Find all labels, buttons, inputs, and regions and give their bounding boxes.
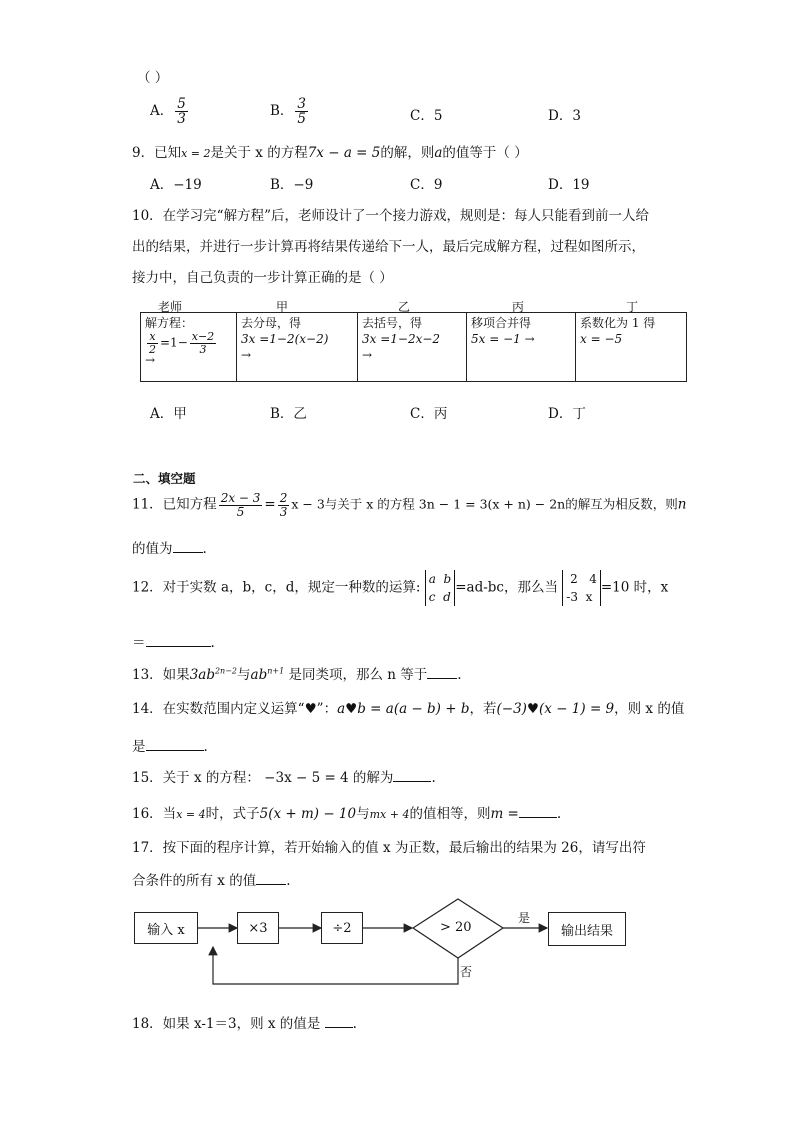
- flow-multiply-box: ×3: [237, 912, 279, 944]
- q8-option-a: A． $\frac{5}{3}$: [150, 96, 186, 128]
- q9-option-d: D．19: [548, 177, 590, 193]
- q16-stem: 16．当x = 4时，式子5(x + m) − 10与mx + 4的值相等，则m = .: [132, 806, 562, 822]
- relay-header-teacher: 老师: [158, 300, 183, 314]
- q12-line2: ＝ .: [132, 635, 215, 651]
- q10-line1: 10．在学习完“解方程”后，老师设计了一个接力游戏，规则是：每人只能看到前一人给: [132, 208, 649, 224]
- q8-option-b: B． $\frac{3}{5}$: [270, 96, 307, 128]
- q10-option-d: D．丁: [548, 406, 586, 422]
- flow-output-box: 输出结果: [548, 912, 626, 946]
- q15-stem: 15．关于 x 的方程： −3x − 5 = 4 的解为 .: [132, 770, 436, 786]
- relay-cell-ding: 系数化为 1 得 x = −5: [580, 316, 656, 346]
- q12-matrix-value: 2 4 -3 x: [562, 570, 601, 606]
- q9-stem: 9．已知x = 2是关于 x 的方程7x − a = 5的解，则a的值等于（ ）: [132, 145, 528, 161]
- q11-stem: 11．已知方程 $\frac{2x - 3}{5}$ = $\frac{2}{3}$ x − 3与关于 x 的方程 3n − 1 = 3(x + n) − 2n的解互为相反数，则n: [132, 491, 687, 519]
- section2-title: 二、填空题: [133, 471, 196, 486]
- q17-line2: 合条件的所有 x 的值 .: [132, 873, 291, 889]
- q10-option-a: A．甲: [150, 406, 187, 422]
- flow-divide-box: ÷2: [321, 912, 363, 944]
- relay-cell-jia: 去分母，得 3x =1−2(x−2) →: [237, 313, 358, 381]
- q10-line2: 出的结果，并进行一步计算再将结果传递给下一人，最后完成解方程，过程如图所示，: [132, 239, 645, 255]
- flow-yes-label: 是: [518, 911, 531, 925]
- relay-cell-yi: 去括号，得 3x =1−2x−2 →: [358, 313, 467, 381]
- relay-header-jia: 甲: [276, 300, 289, 314]
- q8-option-c: C．5: [410, 108, 443, 124]
- q14-line2: 是 .: [132, 739, 208, 755]
- q17-line1: 17．按下面的程序计算，若开始输入的值 x 为正数，最后输出的结果为 26，请写出符: [132, 840, 646, 856]
- relay-header-ding: 丁: [626, 300, 639, 314]
- flow-input-box: 输入 x: [134, 912, 198, 944]
- q8-option-d: D．3: [548, 108, 581, 124]
- q10-line3: 接力中，自己负责的一步计算正确的是（ ）: [132, 270, 393, 286]
- q13-stem: 13．如果$3ab^{2n-2}$与$ab^{n+1}$ 是同类项，那么 n 等于 .: [132, 666, 462, 683]
- relay-cell-teacher: 解方程： $\frac{x}{2}$ =1− $\frac{x-2}{3}$ →: [141, 313, 237, 381]
- q9-option-b: B．−9: [270, 177, 314, 193]
- q12-stem: 12．对于实数 a，b，c，d，规定一种数的运算: a b c d=ad-bc，那么当 2 4 -3 x=10 时，x: [132, 572, 669, 604]
- q11-line2: 的值为 .: [132, 541, 207, 557]
- relay-header-yi: 乙: [398, 300, 411, 314]
- q18-answer-blank[interactable]: [325, 1015, 353, 1028]
- relay-cell-bing: 移项合并得 5x = −1 →: [467, 313, 576, 381]
- q10-option-b: B．乙: [270, 406, 307, 422]
- q9-option-c: C．9: [410, 177, 443, 193]
- flow-condition-label: > 20: [440, 920, 472, 935]
- q12-matrix-def: a b c d: [425, 570, 455, 606]
- relay-header-bing: 丙: [512, 300, 525, 314]
- q8-paren: （ ）: [137, 70, 169, 86]
- q14-stem: 14．在实数范围内定义运算“♥”：a♥b = a(a − b) + b，若(−3)♥(x − 1) = 9，则 x 的值: [132, 701, 685, 717]
- q18-stem: 18．如果 x-1＝3，则 x 的值是 .: [132, 1016, 357, 1032]
- q10-option-c: C．丙: [410, 406, 448, 422]
- q9-option-a: A．−19: [150, 177, 202, 193]
- flow-no-label: 否: [460, 965, 473, 979]
